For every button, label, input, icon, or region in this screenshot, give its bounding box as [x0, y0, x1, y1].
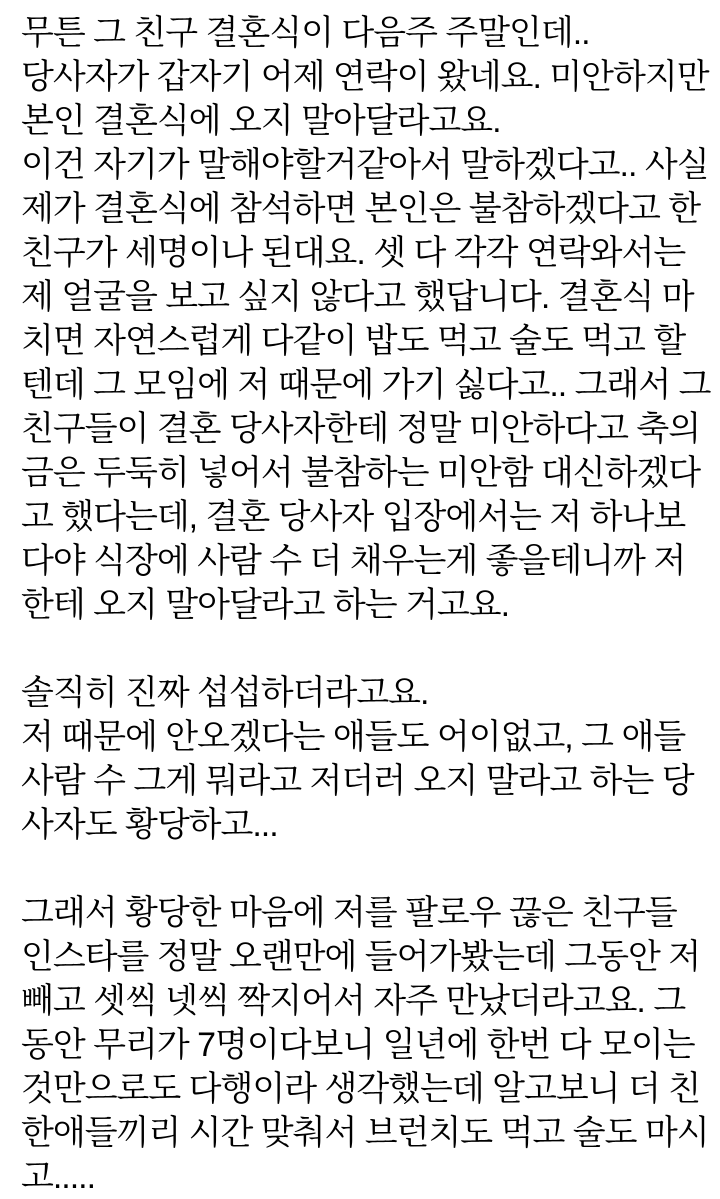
text-line: 금은 두둑히 넣어서 불참하는 미안함 대신하겠다	[21, 454, 701, 492]
text-line: 당사자가 갑자기 어제 연락이 왔네요. 미안하지만	[21, 58, 709, 96]
text-line: 무튼 그 친구 결혼식이 다음주 주말인데..	[21, 14, 590, 52]
paragraph	[21, 11, 710, 627]
text-line: 인스타를 정말 오랜만에 들어가봤는데 그동안 저	[21, 938, 701, 976]
text-line: 이건 자기가 말해야할거같아서 말하겠다고.. 사실	[21, 146, 709, 184]
text-line: 고 했다는데, 결혼 당사자 입장에서는 저 하나보	[21, 498, 686, 536]
text-line: 친구들이 결혼 당사자한테 정말 미안하다고 축의	[21, 410, 701, 448]
text-line: 빼고 셋씩 넷씩 짝지어서 자주 만났더라고요. 그	[21, 982, 686, 1020]
text-line: 텐데 그 모임에 저 때문에 가기 싫다고.. 그래서 그	[21, 366, 711, 404]
text-line: 한테 오지 말아달라고 하는 거고요.	[21, 586, 510, 624]
text-line: 사자도 황당하고...	[21, 806, 278, 844]
text-line: 한애들끼리 시간 맞춰서 브런치도 먹고 술도 마시	[21, 1114, 709, 1152]
text-line: 본인 결혼식에 오지 말아달라고요.	[21, 102, 501, 140]
text-line: 그래서 황당한 마음에 저를 팔로우 끊은 친구들	[21, 894, 677, 932]
text-line: 고.....	[21, 1158, 96, 1196]
text-line: 사람 수 그게 뭐라고 저더러 오지 말라고 하는 당	[21, 762, 694, 800]
text-line: 제가 결혼식에 참석하면 본인은 불참하겠다고 한	[21, 190, 701, 228]
text-line: 친구가 세명이나 된대요. 셋 다 각각 연락와서는	[21, 234, 686, 272]
paragraph	[21, 891, 710, 1199]
text-line: 솔직히 진짜 섭섭하더라고요.	[21, 674, 429, 712]
text-line: 치면 자연스럽게 다같이 밥도 먹고 술도 먹고 할	[21, 322, 686, 360]
paragraph	[21, 671, 710, 847]
text-line: 다야 식장에 사람 수 더 채우는게 좋을테니까 저	[21, 542, 686, 580]
text-line: 동안 무리가 7명이다보니 일년에 한번 다 모이는	[21, 1026, 695, 1064]
text-line: 저 때문에 안오겠다는 애들도 어이없고, 그 애들	[21, 718, 686, 756]
text-line: 것만으로도 다행이라 생각했는데 알고보니 더 친	[21, 1070, 701, 1108]
text-line: 제 얼굴을 보고 싶지 않다고 했답니다. 결혼식 마	[21, 278, 694, 316]
